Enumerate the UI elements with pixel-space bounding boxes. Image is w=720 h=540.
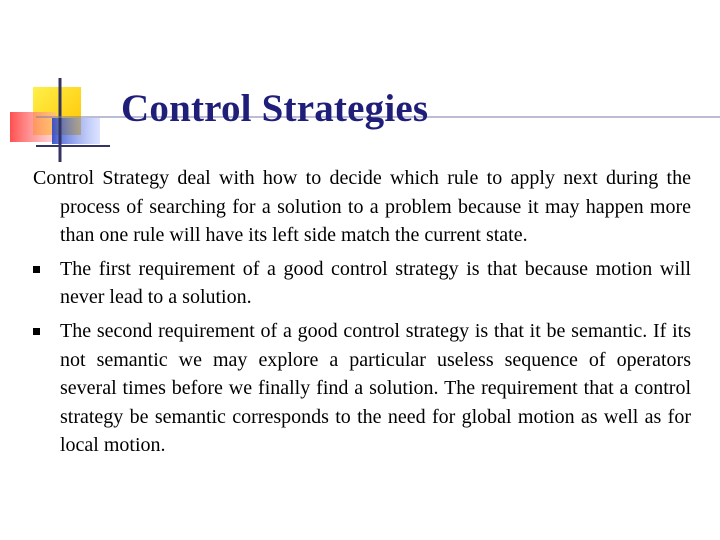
slide-title: Control Strategies [121,87,429,130]
bullet-square-icon [33,328,40,335]
slide-logo-graphic [0,0,720,170]
bullet-item-1 [33,255,691,312]
bullet-square-icon [33,266,40,273]
intro-paragraph: Control Strategy deal with how to decide which rule to apply next during the process of searching for a solution to a problem because it may happen more than one rule will have its left side match the current state. [33,167,691,247]
bullet-item-2 [33,317,691,460]
bullet-text-1: The first requirement of a good control strategy is that because motion will never lead to a solution. [60,257,691,309]
slide-body [33,164,691,460]
bullet-text-2: The second requirement of a good control strategy is that it be semantic. If its not semantic we may explore a particular useless sequence of operators several times before we finally find a solution. The requirement that a control strategy be semantic corresponds to the need for global motion as well as for local motion. [60,319,691,457]
